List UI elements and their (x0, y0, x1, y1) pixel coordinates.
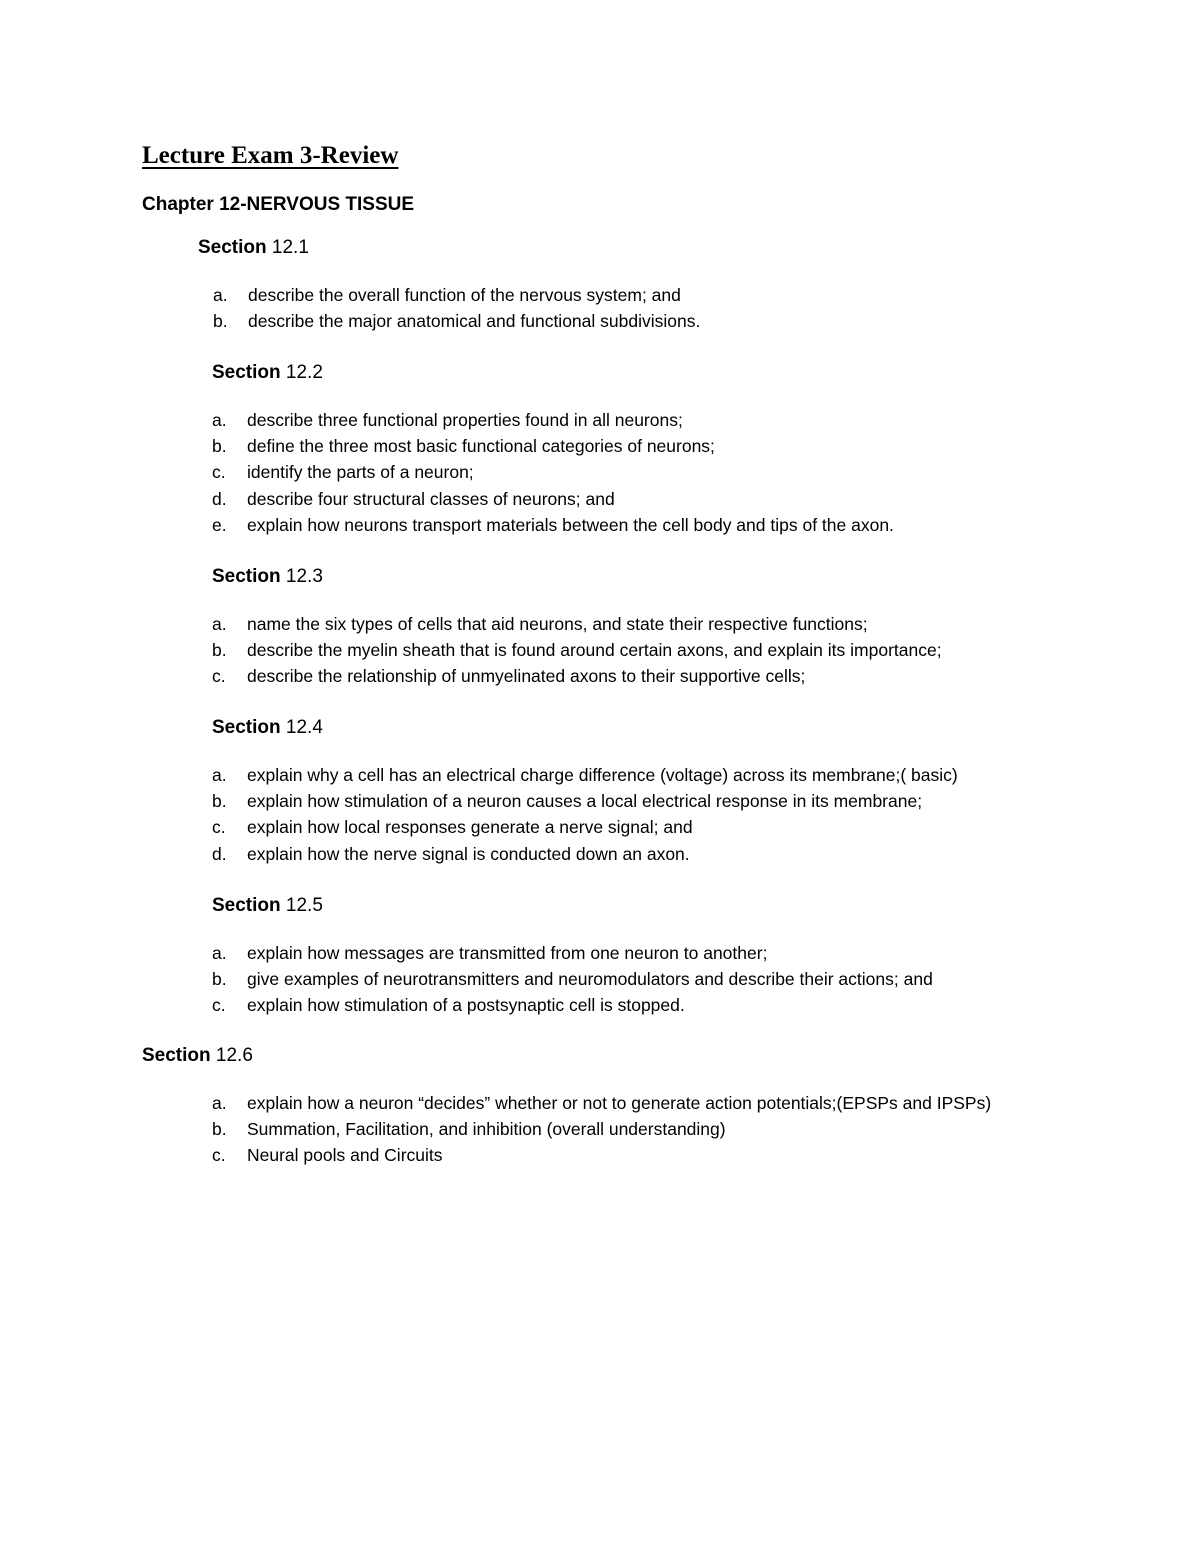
section-number: 12.5 (285, 895, 323, 916)
list-letter: c. (212, 666, 226, 687)
section-number: 12.2 (285, 362, 323, 383)
list-letter: b. (213, 311, 228, 332)
list-item (212, 459, 894, 485)
list-item (212, 814, 958, 840)
chapter-heading: Chapter 12-NERVOUS TISSUE (142, 194, 415, 215)
list-item (213, 308, 700, 334)
list-item (212, 611, 942, 637)
list-text: explain how the nerve signal is conducted down an axon. (247, 843, 690, 864)
list-item (212, 1116, 1042, 1142)
list-letter: a. (212, 410, 227, 430)
list-text: describe three functional properties found in all neurons; (247, 410, 683, 430)
list-item (212, 762, 958, 788)
objective-list (212, 1090, 1042, 1169)
section-number: 12.4 (285, 717, 323, 738)
list-text: explain how neurons transport materials between the cell body and tips of the axon. (247, 514, 894, 535)
list-text: Neural pools and Circuits (247, 1145, 443, 1166)
list-item (212, 966, 933, 992)
list-text: explain how stimulation of a postsynaptic cell is stopped. (247, 995, 685, 1016)
objective-list (212, 407, 894, 538)
list-letter: d. (212, 843, 227, 864)
section-12-1 (198, 236, 700, 334)
list-text: describe the myelin sheath that is found around certain axons, and explain its importance; (247, 640, 942, 661)
list-letter: c. (212, 817, 226, 838)
objective-list (212, 940, 933, 1019)
list-text: explain how stimulation of a neuron causes a local electrical response in its membrane; (247, 791, 923, 812)
list-letter: b. (212, 640, 227, 661)
list-letter: a. (213, 285, 228, 305)
section-12-5 (212, 894, 933, 1019)
list-text: explain why a cell has an electrical charge difference (voltage) across its membrane;( basic) (247, 765, 958, 785)
list-item (212, 1142, 1042, 1168)
list-item (212, 512, 894, 538)
list-item (212, 407, 894, 433)
list-item (212, 637, 942, 663)
section-label: Section (212, 717, 281, 738)
list-text: describe the relationship of unmyelinated axons to their supportive cells; (247, 666, 806, 687)
list-text: explain how local responses generate a nerve signal; and (247, 817, 693, 838)
list-item (212, 486, 894, 512)
list-letter: a. (212, 943, 227, 963)
list-text: describe the major anatomical and functional subdivisions. (248, 311, 701, 332)
list-text: explain how messages are transmitted from one neuron to another; (247, 943, 768, 963)
list-text: explain how a neuron “decides” whether or not to generate action potentials;(EPSPs and IPSPs) (247, 1093, 992, 1113)
section-label: Section (142, 1045, 211, 1066)
list-letter: e. (212, 514, 227, 535)
list-text: describe four structural classes of neurons; and (247, 488, 615, 509)
section-label: Section (212, 362, 281, 383)
list-item (212, 433, 894, 459)
section-label: Section (198, 237, 267, 258)
list-text: identify the parts of a neuron; (247, 462, 474, 483)
section-12-4 (212, 716, 958, 867)
objective-list (212, 762, 958, 867)
list-text: give examples of neurotransmitters and neuromodulators and describe their actions; and (247, 969, 933, 990)
list-item (212, 1090, 1042, 1116)
section-label: Section (212, 895, 281, 916)
list-text: Summation, Facilitation, and inhibition (overall understanding) (247, 1119, 726, 1140)
list-letter: d. (212, 488, 227, 509)
section-number: 12.1 (271, 237, 309, 258)
section-heading (142, 1044, 1042, 1068)
section-heading (212, 361, 894, 385)
list-letter: c. (212, 462, 226, 483)
section-number: 12.3 (285, 566, 323, 587)
list-letter: a. (212, 614, 227, 634)
section-heading (212, 894, 933, 918)
list-item (212, 841, 958, 867)
list-letter: c. (212, 995, 226, 1016)
list-item (212, 788, 958, 814)
section-number: 12.6 (215, 1045, 253, 1066)
list-text: name the six types of cells that aid neurons, and state their respective functions; (247, 614, 868, 634)
list-letter: b. (212, 1119, 227, 1140)
document-title: Lecture Exam 3-Review (142, 142, 399, 169)
list-item (212, 663, 942, 689)
section-label: Section (212, 566, 281, 587)
list-letter: b. (212, 436, 227, 457)
list-letter: c. (212, 1145, 226, 1166)
list-item (212, 940, 933, 966)
objective-list (213, 282, 700, 334)
section-heading (212, 716, 958, 740)
list-text: define the three most basic functional categories of neurons; (247, 436, 715, 457)
section-12-6 (142, 1044, 1042, 1169)
section-12-3 (212, 565, 942, 690)
list-letter: b. (212, 791, 227, 812)
list-letter: a. (212, 765, 227, 785)
list-item (212, 992, 933, 1018)
list-item (213, 282, 700, 308)
objective-list (212, 611, 942, 690)
section-12-2 (212, 361, 894, 538)
list-text: describe the overall function of the nervous system; and (248, 285, 681, 305)
section-heading (212, 565, 942, 589)
list-letter: b. (212, 969, 227, 990)
section-heading (198, 236, 700, 260)
list-letter: a. (212, 1093, 227, 1113)
